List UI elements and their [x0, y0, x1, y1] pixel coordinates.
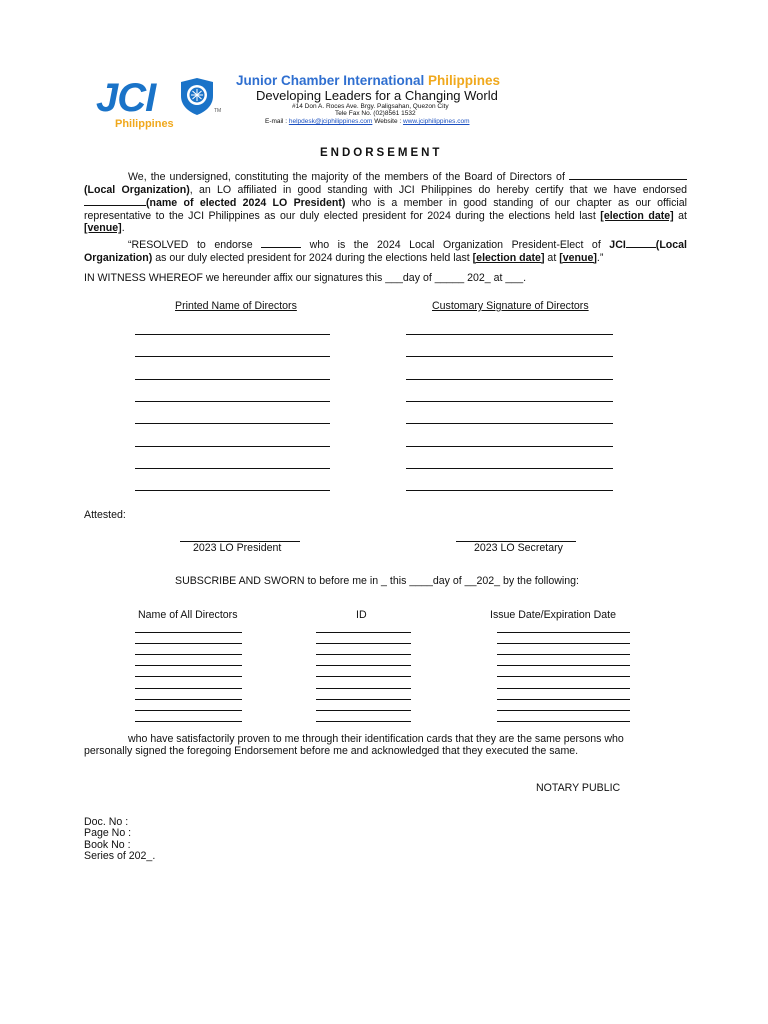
- slogan: Developing Leaders for a Changing World: [256, 88, 498, 103]
- jci-shield-logo-icon: [177, 76, 217, 116]
- para1-text-c: , an LO affiliated in good standing with JCI Philippines do hereby certify that we have endorsed: [189, 183, 687, 196]
- para2-jci: JCI: [609, 239, 626, 251]
- doc-no: Doc. No :: [84, 816, 129, 828]
- director-name-line[interactable]: [135, 721, 242, 722]
- director-id-line[interactable]: [316, 665, 411, 666]
- page-no: Page No :: [84, 827, 132, 839]
- email-link[interactable]: helpdesk@jciphilippines.com: [288, 118, 373, 125]
- issue-date-line[interactable]: [497, 699, 630, 700]
- jci-logo-subtitle: Philippines: [115, 118, 174, 130]
- resolution-paragraph: [84, 238, 687, 264]
- issue-date-line[interactable]: [497, 710, 630, 711]
- para1-election-date: [election date]: [600, 209, 674, 222]
- president-label: 2023 LO President: [193, 542, 282, 554]
- para1-local-org: (Local Organization): [84, 183, 190, 196]
- director-name-line[interactable]: [135, 699, 242, 700]
- director-name-line[interactable]: [135, 632, 242, 633]
- secretary-label: 2023 LO Secretary: [474, 542, 563, 554]
- printed-name-line[interactable]: [135, 401, 330, 402]
- signature-line[interactable]: [406, 334, 613, 335]
- signature-line[interactable]: [406, 379, 613, 380]
- endorsement-paragraph: [84, 170, 687, 235]
- signature-line[interactable]: [406, 490, 613, 491]
- contact-line: [265, 118, 470, 125]
- director-id-line[interactable]: [316, 676, 411, 677]
- signature-header: Customary Signature of Directors: [432, 300, 589, 312]
- director-id-line[interactable]: [316, 632, 411, 633]
- director-id-line[interactable]: [316, 654, 411, 655]
- issue-date-line[interactable]: [497, 676, 630, 677]
- para1-text-g: at: [673, 209, 687, 222]
- jci-chapter-blank: [626, 238, 656, 248]
- director-id-line[interactable]: [316, 699, 411, 700]
- issue-date-header: Issue Date/Expiration Date: [490, 609, 617, 621]
- lo-name-blank: [569, 170, 687, 180]
- para1-text-e: who is a member in good standing of our chapter as our official representative to the JCI Philippines as our duly elected president for 2024 during the elections held last: [84, 197, 687, 222]
- para2-text-a: “RESOLVED to endorse: [128, 239, 253, 251]
- issue-date-line[interactable]: [497, 688, 630, 689]
- printed-name-line[interactable]: [135, 379, 330, 380]
- printed-name-line[interactable]: [135, 334, 330, 335]
- para2-election-date: [election date]: [472, 251, 545, 264]
- printed-name-line[interactable]: [135, 446, 330, 447]
- issue-date-line[interactable]: [497, 643, 630, 644]
- printed-name-header: Printed Name of Directors: [175, 300, 297, 312]
- signature-line[interactable]: [406, 446, 613, 447]
- para1-text-i: .: [121, 222, 125, 235]
- trademark-mark: TM: [214, 108, 222, 114]
- website-label: Website :: [374, 118, 402, 125]
- printed-name-line[interactable]: [135, 490, 330, 491]
- attested-label: Attested:: [84, 509, 126, 521]
- director-id-line[interactable]: [316, 643, 411, 644]
- para2-text-i: .”: [596, 251, 604, 264]
- para2-text-g: at: [544, 251, 560, 264]
- all-directors-header: Name of All Directors: [138, 609, 238, 621]
- address: #14 Don A. Roces Ave. Brgy. Paligsahan, Quezon City: [292, 103, 449, 110]
- director-id-line[interactable]: [316, 710, 411, 711]
- director-id-line[interactable]: [316, 688, 411, 689]
- president-name-blank: [84, 196, 146, 206]
- para2-local-org: (Local Organization): [84, 239, 687, 264]
- notary-public-label: NOTARY PUBLIC: [536, 782, 621, 794]
- printed-name-line[interactable]: [135, 356, 330, 357]
- telefax: Tele Fax No. (02)8561 1532: [335, 110, 416, 117]
- director-name-line[interactable]: [135, 665, 242, 666]
- para1-president-placeholder: (name of elected 2024 LO President): [146, 197, 346, 210]
- signature-line[interactable]: [406, 468, 613, 469]
- director-name-line[interactable]: [135, 676, 242, 677]
- satisfactory-text-a: who have satisfactorily proven to me through their identification cards that they are the same persons who: [128, 733, 624, 745]
- para2-venue: [venue]: [559, 251, 597, 264]
- subscribe-line: SUBSCRIBE AND SWORN to before me in _ this ____day of __202_ by the following:: [175, 575, 579, 587]
- signature-line[interactable]: [406, 401, 613, 402]
- signature-line[interactable]: [406, 356, 613, 357]
- para1-text-a: We, the undersigned, constituting the majority of the members of the Board of Directors of: [128, 171, 565, 183]
- website-link[interactable]: www.jciphilippines.com: [403, 118, 470, 125]
- document-title: ENDORSEMENT: [320, 147, 443, 159]
- issue-date-line[interactable]: [497, 654, 630, 655]
- witness-line: IN WITNESS WHEREOF we hereunder affix our signatures this ___day of _____ 202_ at ___.: [84, 272, 527, 284]
- director-name-line[interactable]: [135, 643, 242, 644]
- printed-name-line[interactable]: [135, 423, 330, 424]
- director-name-line[interactable]: [135, 710, 242, 711]
- book-no: Book No :: [84, 839, 131, 851]
- jci-logo-text: JCI: [96, 76, 156, 120]
- signature-line[interactable]: [406, 423, 613, 424]
- printed-name-line[interactable]: [135, 468, 330, 469]
- director-name-line[interactable]: [135, 654, 242, 655]
- series: Series of 202_.: [84, 850, 156, 862]
- satisfactory-text-b: personally signed the foregoing Endorsement before me and acknowledged that they executed the same.: [84, 745, 579, 757]
- para2-text-b: who is the 2024 Local Organization President-Elect of: [301, 239, 610, 251]
- id-header: ID: [356, 609, 367, 621]
- email-label: E-mail :: [265, 118, 288, 125]
- org-name-main: Junior Chamber International: [236, 73, 425, 88]
- para2-text-e: as our duly elected president for 2024 during the elections held last: [152, 251, 473, 264]
- issue-date-line[interactable]: [497, 632, 630, 633]
- para1-venue: [venue]: [84, 222, 122, 235]
- director-id-line[interactable]: [316, 721, 411, 722]
- org-name-country: Philippines: [428, 73, 501, 88]
- resolved-name-blank: [261, 238, 301, 248]
- issue-date-line[interactable]: [497, 721, 630, 722]
- org-name: [236, 73, 500, 88]
- director-name-line[interactable]: [135, 688, 242, 689]
- issue-date-line[interactable]: [497, 665, 630, 666]
